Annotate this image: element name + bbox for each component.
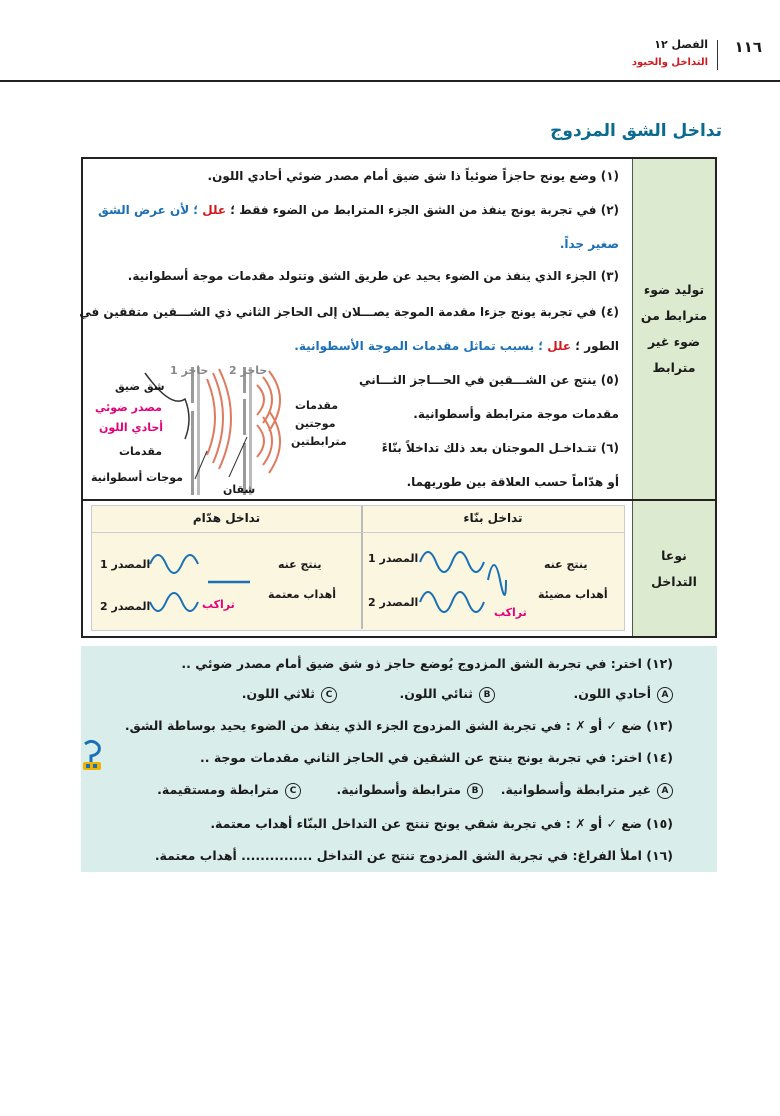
point-3: (٣) الجزء الذي ينفذ من الضوء يحيد عن طريق الشق وتتولد مقدمات موجة أسطوانية. [127, 269, 619, 283]
question-16: (١٦) املأ الفراغ: في تجربة الشق المزدوج تنتج عن التداخل ............... أهداب معتمة. [154, 848, 673, 863]
destructive-wave-2 [150, 593, 198, 611]
destructive-overlap: تراكب [202, 598, 235, 611]
destructive-title: تداخل هدّام [92, 506, 361, 533]
label-narrow-slit: شق ضيق [115, 380, 165, 393]
questions-box [81, 646, 717, 872]
point-6: (٦) تتـداخـل الموجتان بعد ذلك تداخلاً بنّاءً [381, 441, 619, 455]
double-slit-figure [83, 359, 353, 499]
constructive-fringes: أهداب مضيئة [538, 588, 608, 601]
constructive-sum [488, 565, 506, 595]
point-6-cont: أو هدّاماً حسب العلاقة بين طوريهما. [406, 475, 619, 489]
q12-option-a[interactable]: Aأحادي اللون. [573, 686, 673, 703]
point-1: (١) وضع يونج حاجزاً ضوئياً ذا شق ضيق أمام مصدر ضوئي أحادي اللون. [207, 169, 619, 183]
constructive-wave-2 [420, 592, 484, 612]
barrier-2-shade [249, 367, 252, 495]
constructive-results: ينتج عنه [544, 558, 588, 571]
section-title: تداخل الشق المزدوج [550, 121, 722, 141]
cyl-wave-1 [207, 379, 215, 455]
page-header [0, 34, 780, 82]
label-barrier-1: حاجز 1 [170, 364, 209, 377]
q12-option-c[interactable]: Cثلاثي اللون. [242, 686, 337, 703]
constructive-wave-1 [420, 552, 484, 572]
label-source-1: مصدر ضوئي [95, 401, 162, 414]
summary-table [81, 157, 717, 638]
q12-option-b[interactable]: Bثنائي اللون. [399, 686, 495, 703]
point-5-cont: مقدمات موجة مترابطة وأسطوانية. [413, 407, 619, 421]
header-rule [0, 80, 780, 82]
header-separator [717, 40, 718, 70]
destructive-src1: المصدر 1 [100, 558, 151, 571]
constructive-overlap: تراكب [494, 606, 527, 619]
question-13: (١٣) ضع ✓ أو ✗ : في تجربة الشق المزدوج الجزء الذي ينفذ من الضوء يحيد بوساطة الشق. [124, 718, 673, 733]
q14-option-a[interactable]: Aغير مترابطة وأسطوانية. [501, 782, 673, 799]
pointer-waves [195, 451, 207, 479]
label-source-2: أحادي اللون [99, 421, 164, 434]
label-cyl-waves: موجات أسطوانية [91, 471, 183, 484]
label-coherent-3: مترابطتين [291, 435, 347, 448]
point-4: (٤) في تجربة يونج جزءا مقدمة الموجة يصـــلان إلى الحاجز الثاني ذي الشـــقين متفقين في [79, 305, 619, 319]
row2-heading: نوعا التداخل [632, 501, 715, 636]
page-number: ١١٦ [734, 38, 762, 56]
unit-label: التداخل والحيود [631, 57, 708, 68]
qr-question-icon [79, 738, 105, 772]
question-15: (١٥) ضع ✓ أو ✗ : في تجربة شقي يونج تنتج عن التداخل البنّاء أهداب معتمة. [210, 816, 673, 831]
cyl-wave-3 [219, 369, 231, 469]
destructive-wave-1 [150, 555, 198, 573]
point-2-cont: صغير جداً. [559, 237, 619, 251]
point-4-cont: الطور ؛ علل ؛ بسبب تماثل مقدمات الموجة الأسطوانية. [294, 339, 619, 353]
constructive-waves [418, 540, 508, 620]
q14-option-b[interactable]: Bمترابطة وأسطوانية. [337, 782, 483, 799]
label-two-slits: شقان [223, 483, 256, 496]
coh-wave-6 [269, 411, 280, 473]
label-fronts: مقدمات [119, 445, 163, 458]
point-5: (٥) ينتج عن الشـــقين في الحـــاجز الثـــاني [359, 373, 619, 387]
constructive-src2: المصدر 2 [368, 596, 419, 609]
label-coherent-1: مقدمات [295, 399, 339, 412]
row-divider [83, 499, 715, 501]
barrier-1-bottom [191, 411, 194, 495]
label-barrier-2: حاجز 2 [229, 364, 268, 377]
row1-heading: توليد ضوء مترابط من ضوء غير مترابط [632, 159, 715, 499]
constructive-title: تداخل بنّاء [362, 506, 624, 533]
question-12: (١٢) اختر: في تجربة الشق المزدوج يُوضع حاجز ذو شق ضيق أمام مصدر ضوئي .. [181, 656, 673, 671]
barrier-1-shade [197, 367, 200, 495]
destructive-fringes: أهداب معتمة [268, 588, 336, 601]
coh-wave-1 [257, 385, 264, 415]
destructive-results: ينتج عنه [278, 558, 322, 571]
destructive-src2: المصدر 2 [100, 600, 151, 613]
q14-option-c[interactable]: Cمترابطة ومستقيمة. [157, 782, 301, 799]
destructive-waves [146, 546, 256, 616]
interference-panel [91, 505, 625, 631]
point-2: (٢) في تجربة يونج ينفذ من الشق الجزء المترابط من الضوء فقط ؛ علل ؛ لأن عرض الشق [98, 203, 619, 217]
chapter-label: الفصل ١٢ [654, 38, 708, 51]
question-14: (١٤) اختر: في تجربة يونج ينتج عن الشقين في الحاجز الثاني مقدمات موجة .. [199, 750, 673, 765]
label-coherent-2: موجتين [295, 417, 336, 430]
constructive-src1: المصدر 1 [368, 552, 419, 565]
barrier-2-b [243, 399, 246, 435]
coh-wave-4 [257, 425, 264, 457]
